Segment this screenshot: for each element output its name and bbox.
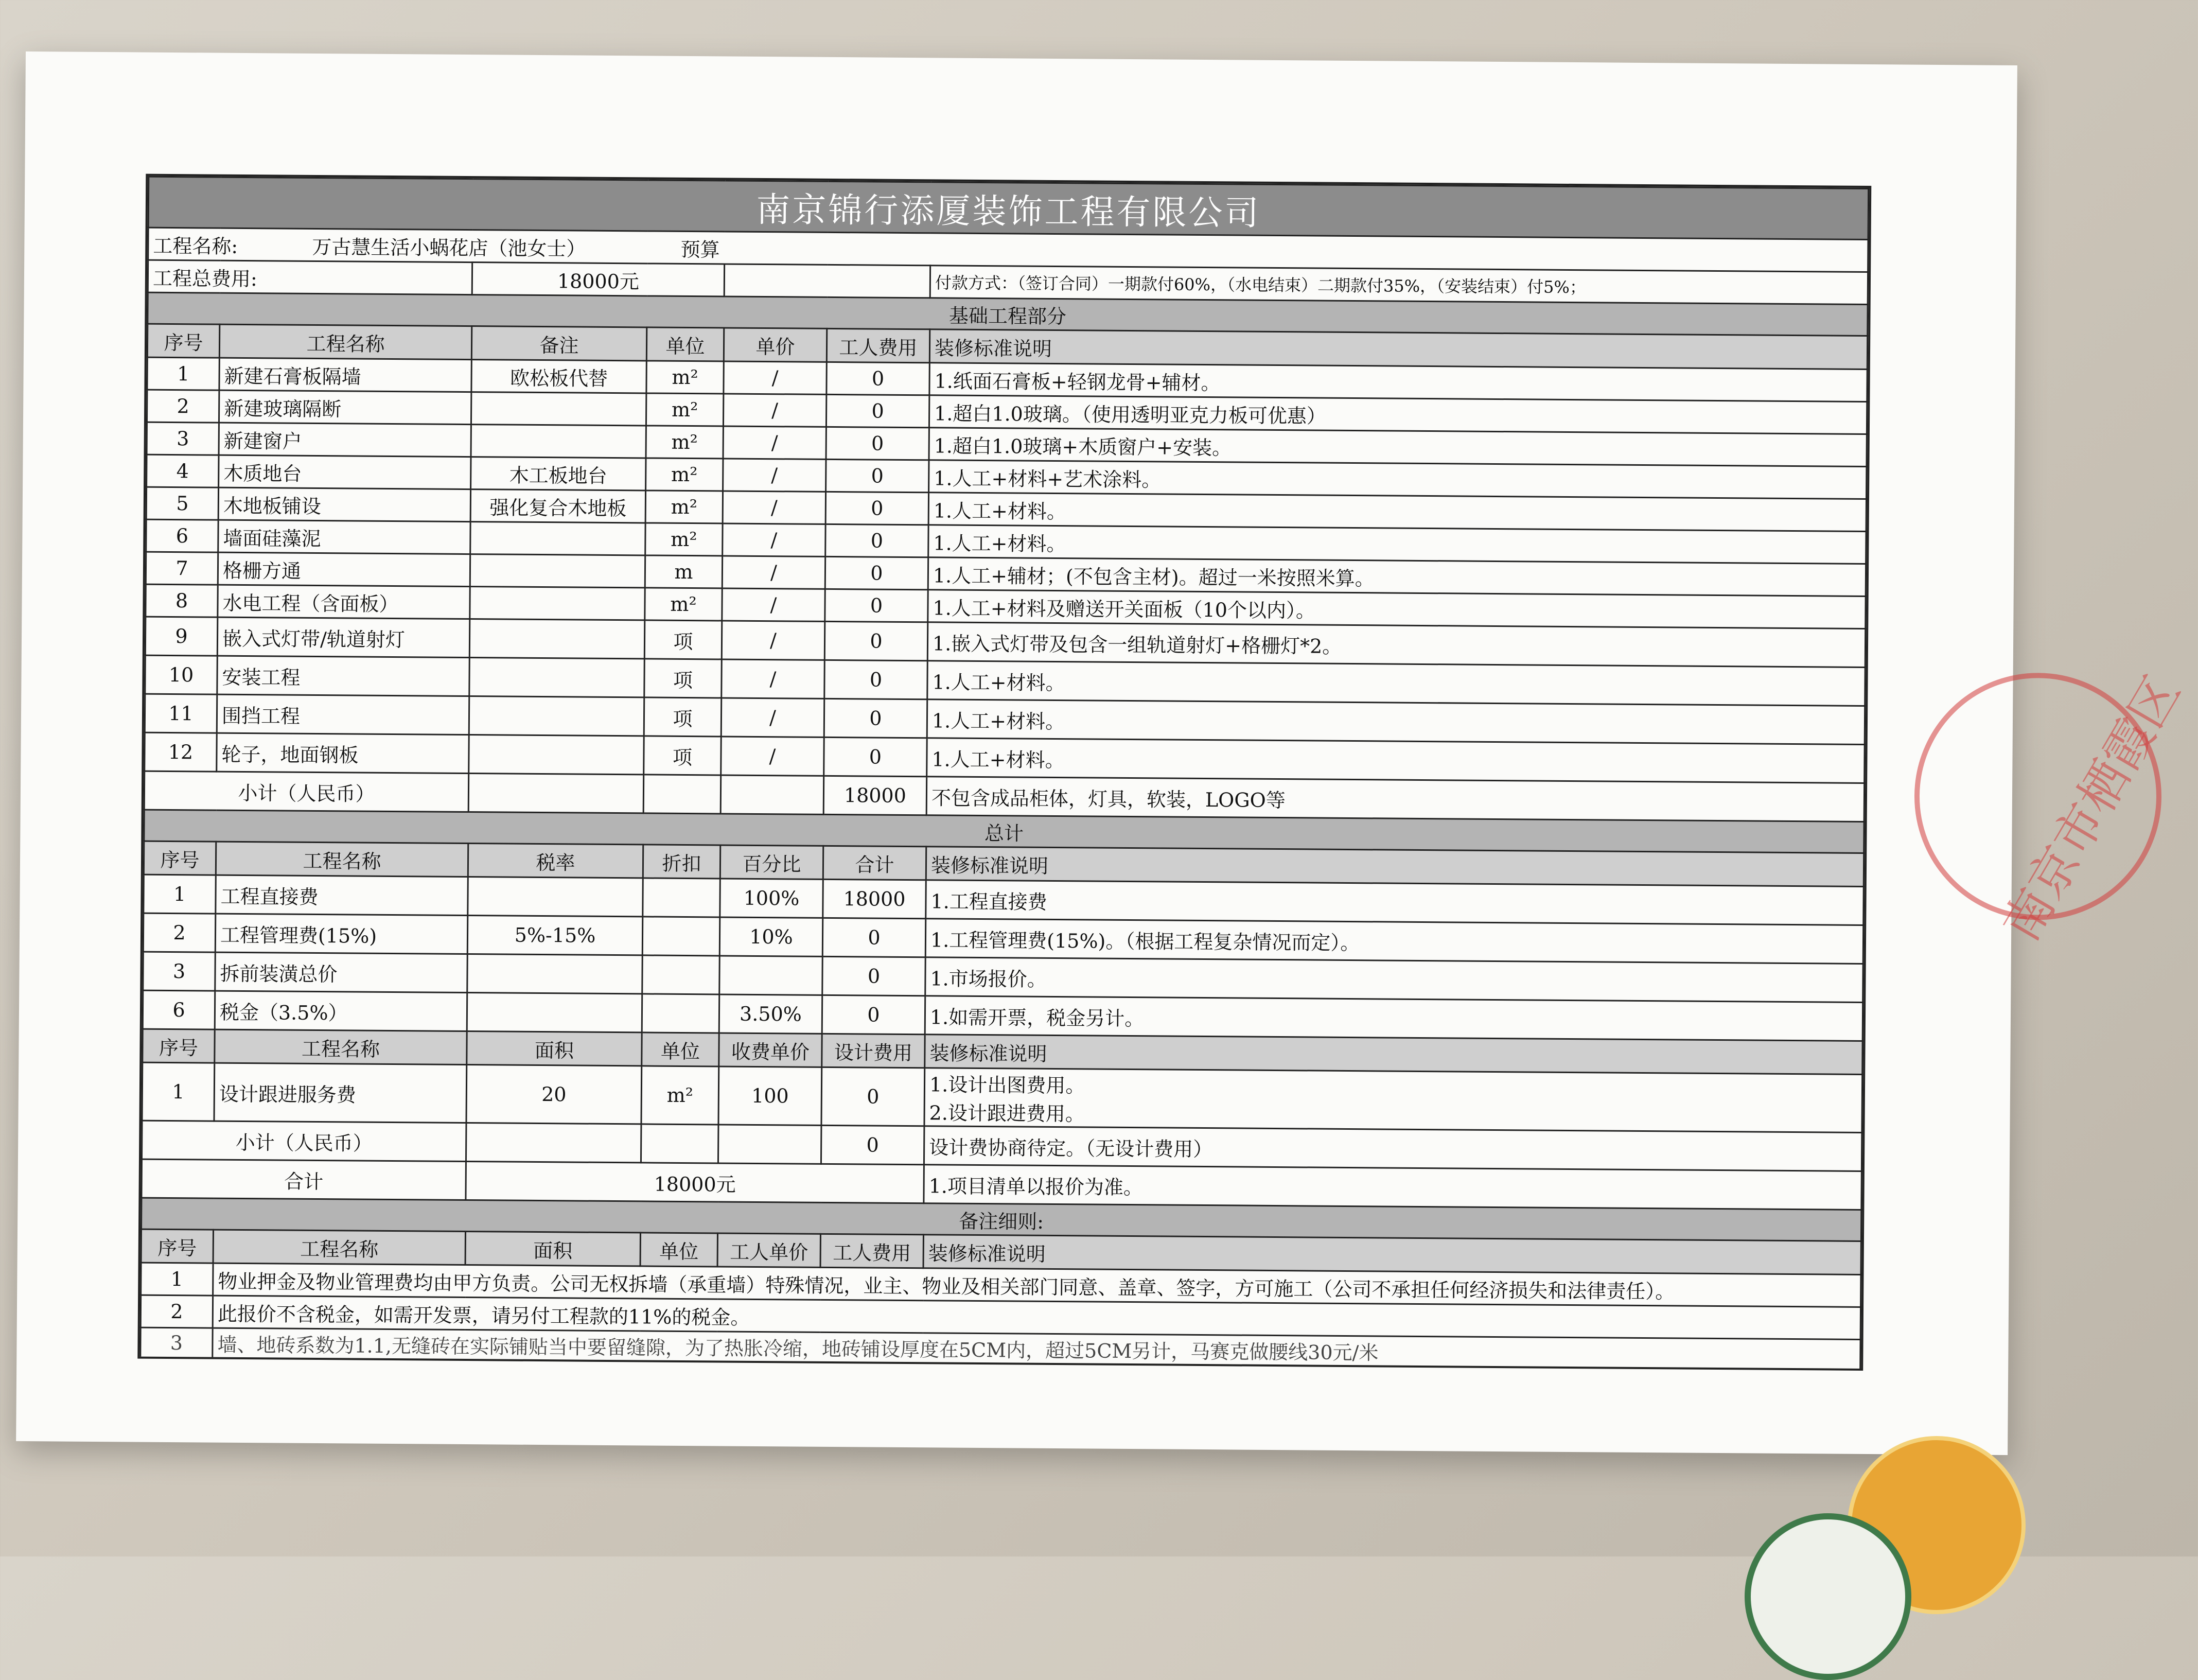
item-name: 格栅方通 bbox=[218, 552, 470, 586]
percentage bbox=[719, 956, 823, 995]
item-name: 墙面硅藻泥 bbox=[218, 520, 470, 554]
row-number: 6 bbox=[143, 990, 215, 1029]
item-unit: m² bbox=[645, 588, 722, 621]
item-description: 1.如需开票，税金另计。 bbox=[925, 996, 1862, 1041]
project-name-label: 工程名称: bbox=[153, 234, 238, 258]
row-number: 7 bbox=[146, 552, 218, 585]
header-cell: 单位 bbox=[640, 1233, 717, 1267]
percentage: 3.50% bbox=[719, 994, 822, 1034]
header-cell: 面积 bbox=[467, 1031, 642, 1066]
row-number: 2 bbox=[140, 1295, 213, 1328]
item-note: 强化复合木地板 bbox=[470, 489, 645, 523]
item-labor: 0 bbox=[824, 698, 927, 738]
item-labor: 0 bbox=[826, 459, 929, 492]
item-description: 1.纸面石膏板+轻钢龙骨+辅材。 bbox=[929, 363, 1867, 402]
item-description bbox=[924, 1068, 1862, 1133]
subtotal-description: 不包含成品柜体，灯具，软装，LOGO等 bbox=[926, 777, 1864, 822]
item-name: 木地板铺设 bbox=[218, 487, 470, 521]
header-cell: 装修标准说明 bbox=[925, 1035, 1862, 1075]
note-text: 墙、地砖系数为1.1,无缝砖在实际铺贴当中要留缝隙，为了热胀冷缩，地砖铺设厚度在5CM内，超过5CM另计，马赛克做腰线30元/米 bbox=[213, 1328, 1860, 1369]
header-cell: 装修标准说明 bbox=[926, 847, 1863, 887]
item-description: 1.人工+材料+艺术涂料。 bbox=[929, 460, 1867, 499]
item-name: 新建玻璃隔断 bbox=[219, 390, 471, 424]
item-labor: 0 bbox=[825, 492, 928, 524]
header-cell: 单位 bbox=[646, 327, 724, 361]
subtotal-label: 小计（人民币） bbox=[144, 771, 469, 812]
item-labor: 0 bbox=[824, 660, 928, 699]
note-text: 此报价不含税金，如需开发票，请另付工程款的11%的税金。 bbox=[213, 1296, 1860, 1339]
header-cell: 序号 bbox=[143, 1029, 215, 1063]
area: 20 bbox=[466, 1065, 642, 1124]
item-description: 1.嵌入式灯带及包含一组轨道射灯+格栅灯*2。 bbox=[927, 622, 1865, 668]
item-name: 轮子，地面钢板 bbox=[217, 733, 469, 773]
discount bbox=[642, 994, 719, 1033]
header-cell: 折扣 bbox=[643, 845, 720, 879]
row-number: 1 bbox=[147, 357, 219, 390]
item-unit: m² bbox=[646, 426, 723, 459]
item-name: 木质地台 bbox=[219, 455, 471, 489]
grand-total-label: 合计 bbox=[142, 1159, 466, 1200]
tax-rate bbox=[467, 993, 642, 1032]
item-note bbox=[469, 658, 645, 697]
header-cell: 税率 bbox=[468, 844, 643, 878]
payment-terms: 付款方式：（签订合同）一期款付60%，（水电结束）二期款付35%，（安装结束）付5%； bbox=[930, 266, 1868, 305]
unit: m² bbox=[641, 1066, 719, 1125]
item-price: / bbox=[723, 394, 826, 427]
item-price: / bbox=[722, 659, 825, 698]
item-labor: 0 bbox=[825, 524, 928, 557]
item-unit: 项 bbox=[644, 659, 722, 698]
item-description: 1.超白1.0玻璃。（使用透明亚克力板可优惠） bbox=[929, 395, 1867, 434]
header-cell: 设计费用 bbox=[822, 1034, 925, 1068]
item-description: 1.市场报价。 bbox=[925, 957, 1863, 1003]
header-cell: 工程名称 bbox=[213, 1230, 465, 1265]
item-unit: m² bbox=[646, 361, 724, 394]
row-number: 12 bbox=[145, 732, 217, 772]
item-note bbox=[470, 587, 645, 620]
row-number: 4 bbox=[147, 454, 219, 487]
seal-text: 南京市栖霞区 bbox=[1992, 666, 2192, 951]
percentage: 100% bbox=[720, 879, 823, 918]
item-name: 税金（3.5%） bbox=[215, 991, 467, 1031]
empty-cell bbox=[718, 1125, 821, 1164]
row-number: 1 bbox=[142, 1062, 215, 1121]
total: 18000 bbox=[823, 879, 926, 918]
item-unit: m² bbox=[645, 523, 723, 556]
row-number: 1 bbox=[141, 1263, 213, 1296]
header-cell: 单位 bbox=[642, 1032, 719, 1066]
tax-rate: 5%-15% bbox=[467, 916, 643, 955]
row-number: 11 bbox=[145, 694, 217, 733]
item-description: 1.人工+辅材；(不包含主材)。超过一米按照米算。 bbox=[928, 557, 1866, 597]
item-description: 1.人工+材料。 bbox=[927, 661, 1865, 706]
item-price: / bbox=[723, 491, 825, 524]
project-name: 万古慧生活小蜗花店（池女士） bbox=[312, 235, 586, 260]
item-name: 安装工程 bbox=[217, 656, 470, 696]
row-number: 3 bbox=[143, 952, 216, 991]
unit-price: 100 bbox=[718, 1066, 822, 1125]
item-unit: m² bbox=[646, 458, 723, 491]
basic-section-title: 基础工程部分 bbox=[148, 292, 1868, 336]
row-number: 2 bbox=[143, 913, 216, 952]
percentage: 10% bbox=[719, 917, 823, 956]
item-price: / bbox=[724, 361, 827, 394]
quote-table bbox=[139, 176, 1869, 1369]
item-note bbox=[469, 619, 645, 659]
row-number: 10 bbox=[145, 655, 218, 694]
header-cell: 工程名称 bbox=[215, 1029, 467, 1064]
item-description: 1.人工+材料及赠送开关面板（10个以内）。 bbox=[928, 590, 1866, 629]
subtotal-label: 小计（人民币） bbox=[142, 1121, 466, 1161]
header-cell: 收费单价 bbox=[719, 1033, 822, 1067]
item-unit: m² bbox=[646, 393, 723, 426]
item-note bbox=[471, 392, 646, 426]
item-labor: 0 bbox=[824, 737, 927, 776]
header-cell: 工程名称 bbox=[219, 324, 471, 359]
row-number: 3 bbox=[147, 422, 219, 455]
document-paper bbox=[16, 51, 2192, 1455]
item-description: 1.超白1.0玻璃+木质窗户+安装。 bbox=[929, 428, 1867, 467]
item-note bbox=[469, 696, 644, 736]
item-labor: 0 bbox=[827, 362, 929, 395]
description-line: 1.设计出图费用。 bbox=[929, 1073, 1085, 1097]
item-description: 1.工程管理费(15%)。（根据工程复杂情况而定）。 bbox=[925, 919, 1863, 964]
item-note bbox=[470, 554, 645, 588]
item-price: / bbox=[722, 588, 825, 621]
item-name: 嵌入式灯带/轨道射灯 bbox=[217, 617, 470, 657]
summary-section-title: 总计 bbox=[144, 810, 1864, 853]
subtotal-value: 0 bbox=[821, 1125, 924, 1164]
row-number: 6 bbox=[146, 519, 218, 552]
empty-cell bbox=[468, 774, 644, 813]
discount bbox=[642, 917, 720, 956]
note-text: 物业押金及物业管理费均由甲方负责。公司无权拆墙（承重墙）特殊情况，业主、物业及相关部门同意、盖章、签字，方可施工（公司不承担任何经济损失和法律责任）。 bbox=[213, 1263, 1861, 1307]
header-cell: 备注 bbox=[471, 326, 646, 361]
item-labor: 0 bbox=[826, 394, 929, 427]
empty-cell bbox=[643, 775, 721, 814]
item-name: 新建石膏板隔墙 bbox=[219, 358, 471, 392]
grand-total-description: 1.项目清单以报价为准。 bbox=[924, 1165, 1861, 1210]
notes-section-title: 备注细则: bbox=[142, 1198, 1861, 1241]
item-price: / bbox=[722, 621, 825, 660]
row-number: 1 bbox=[144, 874, 216, 914]
item-unit: m bbox=[645, 555, 722, 588]
header-cell: 工程名称 bbox=[216, 842, 468, 877]
header-cell: 装修标准说明 bbox=[929, 329, 1867, 370]
item-price: / bbox=[723, 426, 826, 459]
discount bbox=[642, 955, 720, 994]
item-note bbox=[470, 522, 645, 555]
item-description: 1.人工+材料。 bbox=[927, 738, 1865, 783]
grand-total-value: 18000元 bbox=[466, 1162, 924, 1203]
header-cell: 面积 bbox=[465, 1232, 640, 1266]
header-cell: 工人单价 bbox=[717, 1233, 820, 1267]
item-description: 1.人工+材料。 bbox=[928, 493, 1866, 532]
item-name: 工程直接费 bbox=[216, 875, 468, 915]
item-price: / bbox=[723, 459, 826, 492]
row-number: 5 bbox=[146, 487, 218, 520]
row-number: 2 bbox=[147, 390, 219, 423]
item-name: 工程管理费(15%) bbox=[215, 914, 468, 954]
header-cell: 序号 bbox=[147, 324, 219, 358]
item-unit: m² bbox=[645, 491, 723, 523]
item-name: 水电工程（含面板） bbox=[218, 585, 470, 619]
item-price: / bbox=[721, 698, 824, 737]
header-cell: 序号 bbox=[141, 1229, 213, 1263]
header-cell: 合计 bbox=[823, 846, 926, 880]
header-cell: 百分比 bbox=[720, 845, 823, 879]
description-line: 2.设计跟进费用。 bbox=[929, 1101, 1085, 1126]
item-labor: 0 bbox=[825, 556, 928, 589]
header-cell: 单价 bbox=[724, 328, 827, 362]
company-title: 南京锦行添厦装饰工程有限公司 bbox=[148, 177, 1869, 239]
tax-rate bbox=[468, 877, 643, 917]
row-number: 9 bbox=[145, 617, 218, 656]
company-seal bbox=[1913, 666, 2192, 951]
item-note: 欧松板代替 bbox=[471, 360, 646, 393]
total: 0 bbox=[822, 918, 926, 957]
header-cell: 工人费用 bbox=[827, 328, 929, 362]
item-labor: 0 bbox=[825, 589, 928, 622]
quote-sheet bbox=[137, 174, 1871, 1371]
header-cell: 序号 bbox=[144, 841, 216, 875]
header-cell: 装修标准说明 bbox=[923, 1235, 1861, 1275]
header-cell: 工人费用 bbox=[820, 1234, 923, 1268]
item-unit: 项 bbox=[644, 736, 722, 775]
item-description: 1.人工+材料。 bbox=[927, 699, 1865, 745]
item-note bbox=[471, 425, 646, 458]
item-price: / bbox=[722, 556, 825, 589]
item-note: 木工板地台 bbox=[471, 457, 646, 491]
item-price: / bbox=[721, 737, 824, 776]
item-note bbox=[469, 735, 644, 775]
row-number: 8 bbox=[146, 584, 218, 617]
total-cost-label: 工程总费用: bbox=[148, 260, 472, 294]
total-cost-value: 18000元 bbox=[472, 262, 724, 296]
item-name: 新建窗户 bbox=[219, 423, 471, 457]
item-unit: 项 bbox=[644, 620, 722, 659]
item-unit: 项 bbox=[644, 697, 722, 737]
item-name: 拆前装潢总价 bbox=[215, 952, 468, 992]
subtotal-description: 设计费协商待定。（无设计费用） bbox=[924, 1126, 1861, 1171]
total: 0 bbox=[822, 956, 926, 995]
discount bbox=[643, 878, 720, 917]
empty-cell bbox=[466, 1123, 641, 1163]
item-labor: 0 bbox=[824, 621, 928, 660]
row-number: 3 bbox=[140, 1327, 213, 1357]
subtotal-value: 18000 bbox=[823, 776, 927, 815]
budget-label: 预算 bbox=[680, 238, 720, 261]
item-price: / bbox=[723, 523, 825, 556]
item-name: 设计跟进服务费 bbox=[214, 1063, 467, 1123]
empty-cell bbox=[641, 1124, 718, 1163]
item-description: 1.工程直接费 bbox=[926, 880, 1863, 925]
design-fee: 0 bbox=[821, 1067, 925, 1126]
item-name: 围挡工程 bbox=[217, 694, 469, 734]
tax-rate bbox=[467, 954, 643, 994]
item-labor: 0 bbox=[826, 427, 929, 460]
item-description: 1.人工+材料。 bbox=[928, 525, 1866, 564]
coaster-green bbox=[1745, 1513, 1911, 1680]
empty-cell bbox=[720, 775, 824, 814]
total: 0 bbox=[822, 995, 925, 1034]
